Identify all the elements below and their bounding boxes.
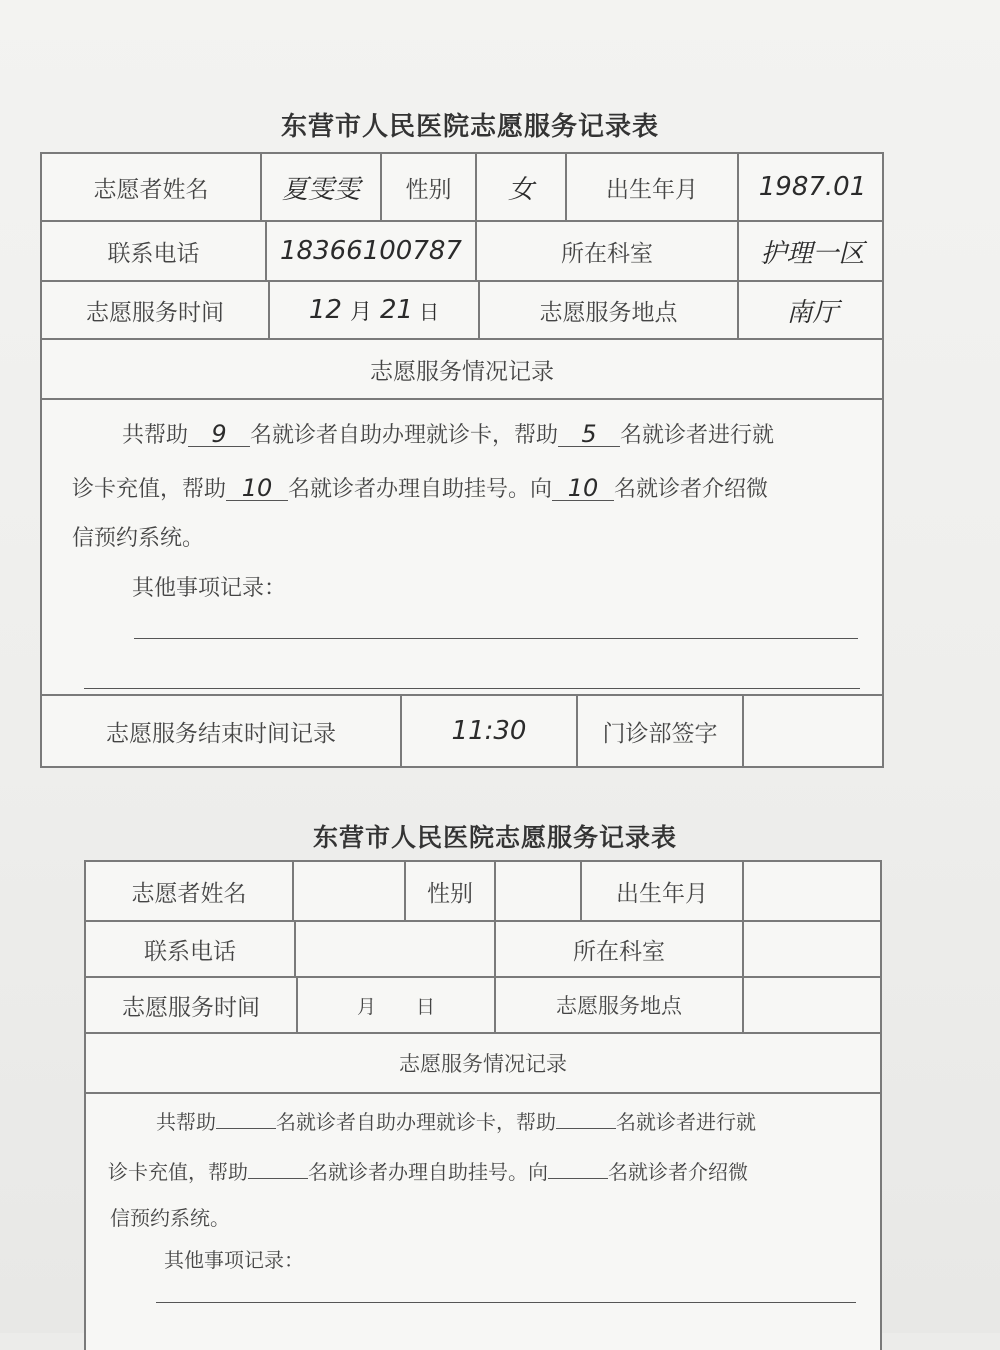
record-other-label-2: 其他事项记录： bbox=[164, 1248, 304, 1272]
value-volunteer-name: 夏雯雯 bbox=[262, 154, 382, 220]
text-help-2: 共帮助 bbox=[156, 1110, 216, 1134]
other-line-1 bbox=[134, 638, 858, 639]
value-service-place: 南厅 bbox=[786, 297, 839, 328]
record-section-title-2: 志愿服务情况记录 bbox=[399, 1052, 567, 1076]
label-month: 月 bbox=[349, 299, 372, 325]
label-day: 日 bbox=[419, 299, 440, 324]
value-gender: 女 bbox=[477, 154, 567, 220]
text-wechat-b: 信预约系统。 bbox=[72, 526, 205, 551]
record-other-label: 其他事项记录： bbox=[132, 576, 287, 601]
record-line-2-2 bbox=[108, 1162, 748, 1182]
label-service-place-2: 志愿服务地点 bbox=[496, 978, 744, 1032]
label-phone: 联系电话 bbox=[42, 222, 267, 280]
label-department: 所在科室 bbox=[477, 222, 739, 280]
blank-wechat-count: 10 bbox=[552, 476, 614, 501]
value-department: 护理一区 bbox=[760, 238, 865, 269]
blank-recharge-count: 5 bbox=[558, 422, 620, 447]
label-service-time: 志愿服务时间 bbox=[42, 282, 270, 338]
text-register-2: 名就诊者办理自助挂号。向 bbox=[308, 1160, 548, 1184]
value-signature bbox=[744, 696, 886, 766]
record-form-blank bbox=[84, 860, 882, 1350]
row-phone-2 bbox=[86, 922, 880, 978]
label-phone-2: 联系电话 bbox=[86, 922, 296, 976]
value-phone: 18366100787 bbox=[267, 222, 477, 280]
record-section-title: 志愿服务情况记录 bbox=[370, 358, 554, 385]
text-recharge-b: 诊卡充值，帮助 bbox=[72, 477, 227, 502]
blank-register-count-2 bbox=[248, 1178, 308, 1179]
label-department-2: 所在科室 bbox=[496, 922, 744, 976]
record-line-3 bbox=[72, 528, 204, 550]
label-gender-2: 性别 bbox=[406, 862, 496, 920]
value-service-place-2 bbox=[744, 978, 884, 1032]
row-record-header bbox=[42, 340, 882, 400]
label-end-time: 志愿服务结束时间记录 bbox=[42, 696, 402, 766]
value-department-2 bbox=[744, 922, 884, 976]
value-end-time: 11:30 bbox=[402, 696, 578, 766]
text-help: 共帮助 bbox=[122, 423, 189, 448]
value-month: 12 bbox=[308, 295, 342, 325]
record-line-2 bbox=[72, 476, 768, 501]
blank-card-count-2 bbox=[216, 1128, 276, 1129]
label-gender: 性别 bbox=[382, 154, 477, 220]
value-birth: 1987.01 bbox=[758, 172, 867, 202]
value-service-time bbox=[270, 282, 480, 338]
label-day-2: 日 bbox=[416, 995, 436, 1018]
blank-card-count: 9 bbox=[188, 422, 250, 447]
blank-recharge-count-2 bbox=[556, 1128, 616, 1129]
label-service-time-2: 志愿服务时间 bbox=[86, 978, 298, 1032]
row-service-2 bbox=[86, 978, 880, 1034]
other-line-1-2 bbox=[156, 1302, 856, 1303]
value-service-time-2 bbox=[298, 978, 496, 1032]
row-end bbox=[42, 696, 882, 766]
label-month-2: 月 bbox=[356, 995, 376, 1018]
record-line-1 bbox=[122, 422, 774, 447]
label-volunteer-name: 志愿者姓名 bbox=[42, 154, 262, 220]
row-service bbox=[42, 282, 882, 340]
text-recharge-b-2: 诊卡充值，帮助 bbox=[108, 1160, 248, 1184]
blank-wechat-count-2 bbox=[548, 1178, 608, 1179]
value-volunteer-name-2 bbox=[294, 862, 406, 920]
value-gender-2 bbox=[496, 862, 582, 920]
other-line-2 bbox=[84, 688, 860, 689]
row-record-header-2 bbox=[86, 1034, 880, 1094]
value-birth-2 bbox=[744, 862, 884, 920]
row-name bbox=[42, 154, 882, 222]
label-signature: 门诊部签字 bbox=[578, 696, 744, 766]
text-wechat-a: 名就诊者介绍微 bbox=[614, 477, 769, 502]
text-register: 名就诊者办理自助挂号。向 bbox=[288, 477, 553, 502]
text-wechat-a-2: 名就诊者介绍微 bbox=[608, 1160, 748, 1184]
label-birth-2: 出生年月 bbox=[582, 862, 744, 920]
record-line-1-2 bbox=[156, 1112, 756, 1132]
form-title: 东营市人民医院志愿服务记录表 bbox=[280, 112, 659, 142]
row-phone bbox=[42, 222, 882, 282]
form-title-2: 东营市人民医院志愿服务记录表 bbox=[312, 823, 677, 852]
text-recharge-a: 名就诊者进行就 bbox=[620, 423, 775, 448]
text-wechat-b-2: 信预约系统。 bbox=[110, 1206, 230, 1230]
record-line-3-2 bbox=[110, 1208, 230, 1228]
label-service-place: 志愿服务地点 bbox=[480, 282, 739, 338]
value-day: 21 bbox=[380, 295, 414, 325]
label-volunteer-name-2: 志愿者姓名 bbox=[86, 862, 294, 920]
value-phone-2 bbox=[296, 922, 496, 976]
text-card-2: 名就诊者自助办理就诊卡，帮助 bbox=[276, 1110, 556, 1134]
blank-register-count: 10 bbox=[226, 476, 288, 501]
row-name-2 bbox=[86, 862, 880, 922]
label-birth: 出生年月 bbox=[567, 154, 739, 220]
record-form-filled bbox=[40, 152, 884, 768]
text-recharge-a-2: 名就诊者进行就 bbox=[616, 1110, 756, 1134]
text-card: 名就诊者自助办理就诊卡，帮助 bbox=[250, 423, 559, 448]
